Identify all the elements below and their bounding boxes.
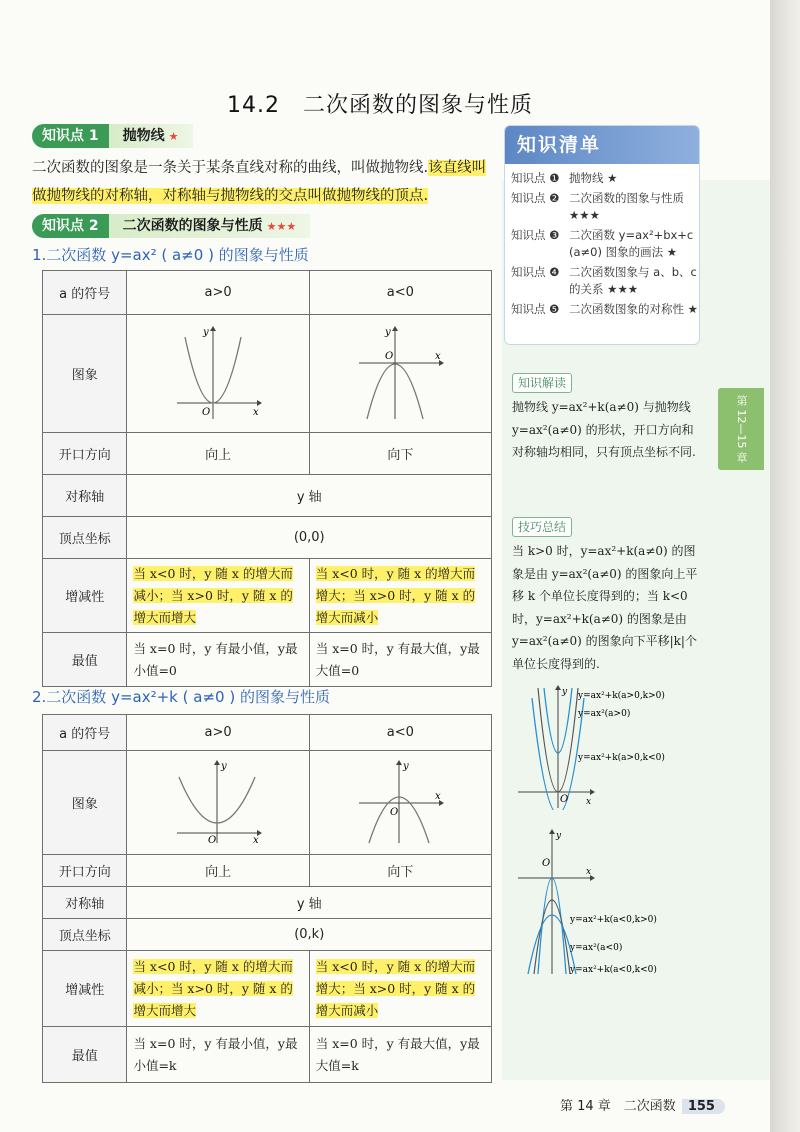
t2-axis-label: 对称轴 bbox=[43, 887, 127, 919]
t2-graph-neg bbox=[309, 751, 491, 855]
chapter-tab[interactable]: 第 12—15 章 bbox=[718, 388, 764, 470]
kp1-text-highlight: 该直线叫做抛物线的对称轴，对称轴与抛物线的交点叫做抛物线的顶点. bbox=[32, 160, 487, 204]
shift-up-figure bbox=[512, 684, 692, 810]
curve-label: y=ax²+k(a>0,k>0) bbox=[578, 691, 665, 701]
t2-sign-label: a 的符号 bbox=[43, 715, 127, 751]
kql-key: 知识点 ❶ bbox=[511, 171, 560, 185]
x-axis-label: x bbox=[253, 834, 259, 845]
y-axis-label: y bbox=[385, 326, 392, 338]
interp-text: 抛物线 y=ax²+k(a≠0) 与抛物线 y=ax²(a≠0) 的形状，开口方向和对称轴均相同，只有顶点坐标不同. bbox=[512, 400, 696, 459]
section1-heading: 1.二次函数 y=ax² ( a≠0 ) 的图象与性质 bbox=[32, 246, 309, 264]
kp2-name-text: 二次函数的图象与性质 bbox=[122, 218, 263, 234]
kql-value: 二次函数 y=ax²+bx+c (a≠0) 图象的画法 ★ bbox=[569, 228, 694, 259]
t1-extreme-pos: 当 x=0 时，y 有最小值，y最小值=0 bbox=[127, 633, 309, 687]
parabola-down-graph bbox=[355, 323, 445, 421]
tips-tag: 技巧总结 bbox=[512, 517, 572, 537]
x-axis-label: x bbox=[253, 406, 259, 418]
parabola-down-shifted-graph bbox=[355, 757, 445, 845]
t2-extreme-neg: 当 x=0 时，y 有最大值，y最大值=k bbox=[309, 1027, 491, 1083]
knowledge-list-box bbox=[504, 125, 700, 345]
x-axis-label: x bbox=[586, 867, 592, 877]
t2-extreme-label: 最值 bbox=[43, 1027, 127, 1083]
origin-label: O bbox=[560, 794, 569, 805]
interp-tag: 知识解读 bbox=[512, 373, 572, 393]
t2-pos: a>0 bbox=[127, 715, 309, 751]
page-footer bbox=[560, 1095, 725, 1114]
origin-label: O bbox=[542, 858, 551, 869]
kql-value: 二次函数的图象与性质 ★★★ bbox=[569, 191, 684, 222]
knowledge-list-header: 知识清单 bbox=[505, 126, 699, 164]
t2-vertex-value: (0,k) bbox=[127, 919, 492, 951]
t1-graph-label: 图象 bbox=[43, 315, 127, 433]
kql-key: 知识点 ❺ bbox=[511, 302, 560, 316]
curve-label: y=ax²+k(a<0,k>0) bbox=[570, 915, 657, 925]
t1-open-down: 向下 bbox=[309, 433, 491, 475]
t2-neg: a<0 bbox=[309, 715, 491, 751]
t1-extreme-neg: 当 x=0 时，y 有最大值，y最大值=0 bbox=[309, 633, 491, 687]
kp1-name bbox=[109, 124, 193, 148]
t1-axis-value: y 轴 bbox=[127, 475, 492, 517]
t2-mono-pos bbox=[127, 951, 309, 1027]
t1-mono-neg bbox=[309, 559, 491, 633]
kql-key: 知识点 ❹ bbox=[511, 265, 560, 279]
page-title: 14.2 二次函数的图象与性质 bbox=[227, 93, 533, 118]
star-icon: ★★★ bbox=[266, 220, 297, 233]
t2-open-label: 开口方向 bbox=[43, 855, 127, 887]
curve-label: y=ax²+k(a>0,k<0) bbox=[578, 753, 665, 763]
kql-value: 二次函数图象的对称性 ★ bbox=[569, 302, 698, 316]
kp2-name bbox=[109, 214, 311, 238]
t1-mono-pos bbox=[127, 559, 309, 633]
origin-label: O bbox=[208, 834, 217, 845]
kp2-tag: 知识点 2 bbox=[32, 214, 109, 238]
t1-axis-label: 对称轴 bbox=[43, 475, 127, 517]
kp1-tag: 知识点 1 bbox=[32, 124, 109, 148]
t1-open-label: 开口方向 bbox=[43, 433, 127, 475]
kql-value: 抛物线 ★ bbox=[569, 171, 618, 185]
t1-sign-label: a 的符号 bbox=[43, 271, 127, 315]
t2-vertex-label: 顶点坐标 bbox=[43, 919, 127, 951]
interp-tag-wrap bbox=[512, 372, 572, 393]
t1-mono-neg-text: 当 x<0 时，y 随 x 的增大而增大；当 x>0 时，y 随 x 的增大而减小 bbox=[315, 565, 476, 625]
section2-heading: 2.二次函数 y=ax²+k ( a≠0 ) 的图象与性质 bbox=[32, 688, 330, 706]
curve-label: y=ax²(a<0) bbox=[570, 943, 623, 953]
t1-vertex-label: 顶点坐标 bbox=[43, 517, 127, 559]
t1-pos: a>0 bbox=[127, 271, 309, 315]
table-1 bbox=[42, 270, 492, 687]
knowledge-list-item bbox=[505, 227, 699, 261]
knowledge-list-item bbox=[505, 170, 699, 187]
origin-label: O bbox=[390, 806, 399, 818]
knowledge-list bbox=[505, 164, 699, 318]
parabola-up-shifted-graph bbox=[173, 757, 263, 845]
kp1-banner bbox=[32, 124, 193, 148]
t1-vertex-value: (0,0) bbox=[127, 517, 492, 559]
t2-open-up: 向上 bbox=[127, 855, 309, 887]
star-icon: ★ bbox=[168, 130, 179, 143]
knowledge-list-item bbox=[505, 264, 699, 298]
origin-label: O bbox=[202, 406, 211, 418]
kp2-banner bbox=[32, 214, 310, 238]
knowledge-list-item bbox=[505, 190, 699, 224]
kql-key: 知识点 ❸ bbox=[511, 228, 560, 242]
t2-mono-neg bbox=[309, 951, 491, 1027]
t1-neg: a<0 bbox=[309, 271, 491, 315]
kql-key: 知识点 ❷ bbox=[511, 191, 560, 205]
tips-tag-wrap bbox=[512, 516, 572, 537]
t2-mono-pos-text: 当 x<0 时，y 随 x 的增大而减小；当 x>0 时，y 随 x 的增大而增大 bbox=[133, 958, 293, 1018]
y-axis-label: y bbox=[203, 326, 209, 338]
y-axis-label: y bbox=[403, 760, 410, 772]
curve-label: y=ax²+k(a<0,k<0) bbox=[570, 965, 657, 975]
t2-mono-neg-text: 当 x<0 时，y 随 x 的增大而增大；当 x>0 时，y 随 x 的增大而减小 bbox=[315, 958, 476, 1018]
tips-text: 当 k>0 时，y=ax²+k(a≠0) 的图象是由 y=ax²(a≠0) 的图象向上平移 k 个单位长度得到的；当 k<0 时，y=ax²+k(a≠0) 的图象是由 y=ax²(a≠0) 的图象向下平移|k|个单位长度得到的. bbox=[512, 544, 698, 671]
kp1-name-text: 抛物线 bbox=[122, 128, 165, 144]
t1-mono-pos-text: 当 x<0 时，y 随 x 的增大而减小；当 x>0 时，y 随 x 的增大而增大 bbox=[133, 565, 293, 625]
t2-extreme-pos: 当 x=0 时，y 有最小值，y最小值=k bbox=[127, 1027, 309, 1083]
shift-down-figure bbox=[512, 826, 692, 976]
page-edge bbox=[770, 0, 800, 1132]
t1-extreme-label: 最值 bbox=[43, 633, 127, 687]
kp1-text-plain: 二次函数的图象是一条关于某条直线对称的曲线，叫做抛物线. bbox=[32, 160, 429, 176]
y-axis-label: y bbox=[221, 760, 227, 772]
t1-open-up: 向上 bbox=[127, 433, 309, 475]
t1-graph-neg bbox=[309, 315, 491, 433]
kp1-paragraph bbox=[32, 154, 492, 210]
t2-axis-value: y 轴 bbox=[127, 887, 492, 919]
curve-label: y=ax²(a>0) bbox=[578, 709, 631, 719]
x-axis-label: x bbox=[586, 797, 592, 807]
t2-mono-label: 增减性 bbox=[43, 951, 127, 1027]
kql-value: 二次函数图象与 a、b、c 的关系 ★★★ bbox=[569, 265, 697, 296]
x-axis-label: x bbox=[435, 350, 441, 362]
t1-graph-pos bbox=[127, 315, 309, 433]
footer-chapter: 第 14 章 二次函数 bbox=[560, 1099, 676, 1114]
t2-graph-label: 图象 bbox=[43, 751, 127, 855]
x-axis-label: x bbox=[435, 790, 441, 802]
origin-label: O bbox=[385, 350, 394, 362]
y-axis-label: y bbox=[556, 831, 562, 841]
page-number: 155 bbox=[682, 1099, 725, 1114]
t1-mono-label: 增减性 bbox=[43, 559, 127, 633]
t2-open-down: 向下 bbox=[309, 855, 491, 887]
t2-graph-pos bbox=[127, 751, 309, 855]
knowledge-list-item bbox=[505, 301, 699, 318]
parabola-up-graph bbox=[173, 323, 263, 421]
table-2 bbox=[42, 714, 492, 1083]
y-axis-label: y bbox=[562, 687, 568, 697]
